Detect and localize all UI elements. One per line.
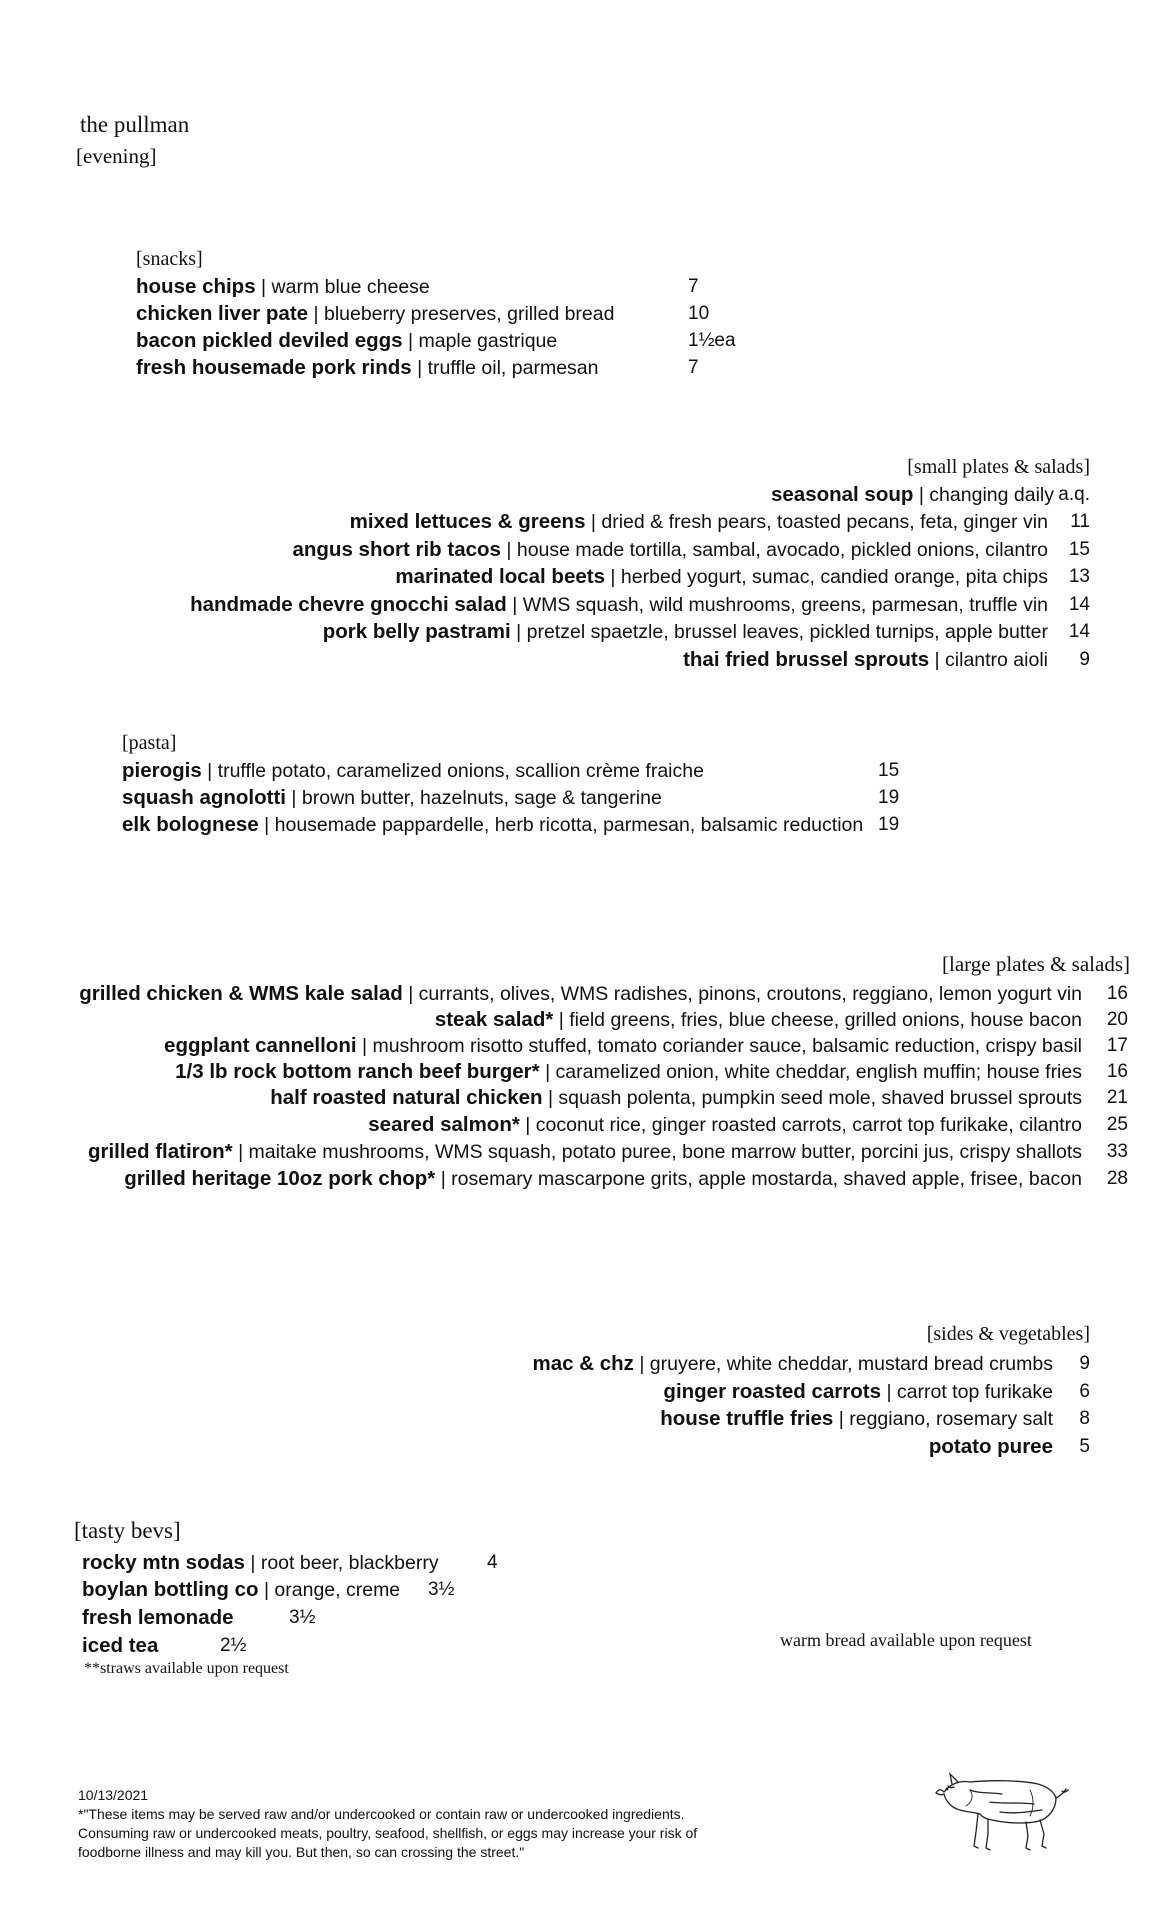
item-name: grilled chicken & WMS kale salad [79, 982, 403, 1005]
item-price: 1½ea [688, 330, 736, 351]
menu-date: 10/13/2021 [78, 1787, 149, 1803]
item-price: 28 [1106, 1168, 1128, 1189]
item-name: half roasted natural chicken [270, 1086, 543, 1109]
item-name: steak salad* [434, 1008, 554, 1031]
item-desc: | brown butter, hazelnuts, sage & tangerine [291, 787, 662, 809]
item-desc: | gruyere, white cheddar, mustard bread crumbs [639, 1353, 1053, 1375]
item-desc: | coconut rice, ginger roasted carrots, carrot top furikake, cilantro [525, 1114, 1082, 1136]
item-name: seared salmon* [368, 1113, 520, 1136]
item-name: house chips [136, 275, 256, 298]
menu-item [136, 273, 430, 301]
item-name: fresh housemade pork rinds [136, 356, 412, 379]
item-price: 15 [878, 760, 900, 781]
menu-period: [evening] [76, 144, 157, 168]
item-desc: | house made tortilla, sambal, avocado, pickled onions, cilantro [506, 539, 1048, 561]
menu-item [395, 563, 1048, 591]
item-desc: | dried & fresh pears, toasted pecans, feta, ginger vin [590, 511, 1048, 533]
menu-item [124, 1165, 1082, 1193]
item-price: 5 [1079, 1436, 1090, 1457]
straws-note: **straws available upon request [84, 1660, 289, 1677]
item-desc: | squash polenta, pumpkin seed mole, shaved brussel sprouts [547, 1087, 1082, 1109]
item-desc: | blueberry preserves, grilled bread [313, 303, 615, 325]
item-price: 6 [1079, 1381, 1090, 1402]
item-name: potato puree [928, 1435, 1053, 1458]
item-desc: | herbed yogurt, sumac, candied orange, pita chips [610, 566, 1048, 588]
menu-item [122, 811, 863, 839]
item-name: mac & chz [532, 1352, 634, 1375]
item-desc: | mushroom risotto stuffed, tomato coriander sauce, balsamic reduction, crispy basil [361, 1035, 1082, 1057]
item-name: mixed lettuces & greens [349, 510, 586, 533]
item-desc: | field greens, fries, blue cheese, grilled onions, house bacon [558, 1009, 1082, 1031]
item-desc: | housemade pappardelle, herb ricotta, parmesan, balsamic reduction [264, 814, 864, 836]
item-name: house truffle fries [660, 1407, 834, 1430]
menu-item [270, 1084, 1082, 1112]
menu-item [122, 757, 704, 785]
item-desc: | truffle oil, parmesan [417, 357, 599, 379]
menu-item [82, 1576, 400, 1604]
item-name: boylan bottling co [82, 1578, 259, 1601]
pig-sketch-icon [930, 1762, 1070, 1862]
menu-item [136, 354, 598, 382]
menu-item [190, 591, 1048, 619]
item-desc: | caramelized onion, white cheddar, english muffin; house fries [545, 1061, 1082, 1083]
item-price: 19 [878, 787, 900, 808]
item-desc: | changing daily [918, 484, 1054, 506]
item-desc: | currants, olives, WMS radishes, pinons, croutons, reggiano, lemon yogurt vin [408, 983, 1082, 1005]
item-price: 15 [1068, 539, 1090, 560]
item-price: 33 [1106, 1141, 1128, 1162]
menu-item [82, 1549, 439, 1577]
item-name: handmade chevre gnocchi salad [190, 593, 507, 616]
item-desc: | pretzel spaetzle, brussel leaves, pickled turnips, apple butter [516, 621, 1048, 643]
menu-item [136, 300, 614, 328]
menu-item [532, 1350, 1053, 1378]
item-desc: | WMS squash, wild mushrooms, greens, parmesan, truffle vin [512, 594, 1048, 616]
item-price: 25 [1106, 1114, 1128, 1135]
menu-item [175, 1058, 1082, 1086]
menu-item [88, 1138, 1082, 1166]
item-desc: | truffle potato, caramelized onions, scallion crème fraiche [207, 760, 704, 782]
large-plates-heading: [large plates & salads] [942, 952, 1130, 976]
menu-item [368, 1111, 1082, 1139]
menu-item [660, 1405, 1053, 1433]
item-price: 21 [1106, 1087, 1128, 1108]
item-desc: | carrot top furikake [886, 1381, 1053, 1403]
menu-item [164, 1032, 1082, 1060]
pasta-heading: [pasta] [122, 732, 177, 754]
item-price: 14 [1068, 594, 1090, 615]
menu-item [292, 536, 1048, 564]
item-name: grilled heritage 10oz pork chop* [124, 1167, 436, 1190]
small-plates-heading: [small plates & salads] [907, 456, 1090, 478]
item-price: 8 [1079, 1408, 1090, 1429]
item-name: bacon pickled deviled eggs [136, 329, 403, 352]
item-price: 4 [487, 1552, 498, 1573]
item-price: 19 [878, 814, 900, 835]
item-name: pierogis [122, 759, 202, 782]
restaurant-name: the pullman [80, 112, 190, 137]
item-name: rocky mtn sodas [82, 1551, 245, 1574]
item-name: seasonal soup [770, 483, 914, 506]
item-name: eggplant cannelloni [164, 1034, 357, 1057]
item-desc: | reggiano, rosemary salt [838, 1408, 1053, 1430]
item-price: 14 [1068, 621, 1090, 642]
bevs-heading: [tasty bevs] [74, 1518, 181, 1543]
item-name: marinated local beets [395, 565, 605, 588]
item-price: 20 [1106, 1009, 1128, 1030]
item-price: 17 [1106, 1035, 1128, 1056]
item-name: angus short rib tacos [292, 538, 501, 561]
item-price: 16 [1106, 983, 1128, 1004]
item-name: pork belly pastrami [322, 620, 511, 643]
menu-item [350, 508, 1048, 536]
item-desc: | cilantro aioli [934, 649, 1048, 671]
item-name: fresh lemonade [82, 1606, 234, 1629]
disclaimer-line: *"These items may be served raw and/or undercooked or contain raw or undercooked ingredients. [78, 1806, 685, 1822]
item-name: chicken liver pate [136, 302, 309, 325]
menu-item [122, 784, 662, 812]
menu-item [771, 481, 1054, 509]
item-desc: | maitake mushrooms, WMS squash, potato puree, bone marrow butter, porcini jus, crispy shallots [238, 1141, 1082, 1163]
sides-heading: [sides & vegetables] [926, 1323, 1090, 1345]
item-price: 3½ [428, 1579, 455, 1600]
menu-item [683, 646, 1048, 674]
item-name: grilled flatiron* [87, 1140, 233, 1163]
item-desc: | maple gastrique [408, 330, 558, 352]
item-price: 7 [688, 357, 699, 378]
item-price: 3½ [289, 1607, 316, 1628]
item-name: thai fried brussel sprouts [683, 648, 930, 671]
item-price: 7 [688, 276, 699, 297]
item-desc: | orange, creme [263, 1579, 401, 1601]
footer [78, 1786, 697, 1862]
item-name: squash agnolotti [122, 786, 286, 809]
item-price: 11 [1070, 511, 1090, 532]
item-name: elk bolognese [122, 813, 259, 836]
bread-note: warm bread available upon request [780, 1630, 1032, 1650]
menu-item [136, 327, 557, 355]
menu-item [323, 618, 1048, 646]
item-desc: | rosemary mascarpone grits, apple mostarda, shaved apple, frisee, bacon [440, 1168, 1082, 1190]
item-price: 10 [688, 303, 710, 324]
menu-item [79, 980, 1082, 1008]
menu-item [929, 1433, 1053, 1461]
menu-item [663, 1378, 1053, 1406]
menu-item [82, 1632, 158, 1660]
item-price: a.q. [1058, 484, 1090, 505]
snacks-heading: [snacks] [136, 248, 203, 270]
item-price: 9 [1079, 649, 1090, 670]
item-price: 13 [1068, 566, 1090, 587]
disclaimer-line: Consuming raw or undercooked meats, poultry, seafood, shellfish, or eggs may increase your risk of [78, 1825, 698, 1841]
item-price: 2½ [220, 1635, 247, 1656]
item-name: iced tea [82, 1634, 159, 1657]
item-price: 16 [1106, 1061, 1128, 1082]
item-price: 9 [1079, 1353, 1090, 1374]
disclaimer-line: foodborne illness and may kill you. But then, so can crossing the street." [78, 1844, 525, 1860]
item-name: 1/3 lb rock bottom ranch beef burger* [175, 1060, 540, 1083]
item-name: ginger roasted carrots [663, 1380, 882, 1403]
item-desc: | root beer, blackberry [250, 1552, 439, 1574]
menu-item [82, 1604, 234, 1632]
item-desc: | warm blue cheese [261, 276, 430, 298]
menu-item [435, 1006, 1082, 1034]
